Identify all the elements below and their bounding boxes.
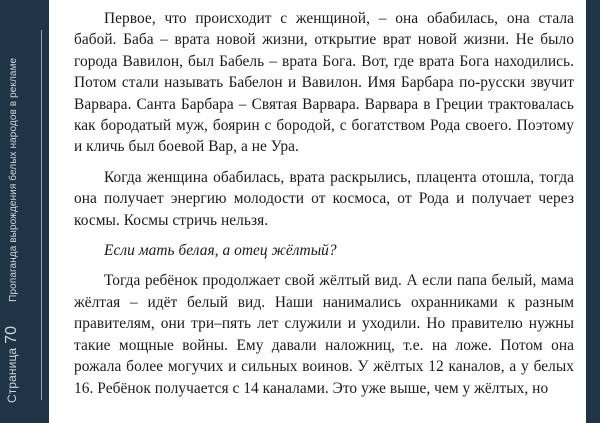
page-body	[49, 0, 586, 423]
page-margin	[0, 0, 42, 423]
margin-divider	[41, 30, 42, 400]
page-label: Страница	[5, 347, 19, 403]
paragraph-2: Когда женщина обабилась, врата раскрылись, плацента отошла, тогда она получает энергию молодости от космоса, от Рода и получает через космы. Космы стричь нельзя.	[74, 168, 574, 229]
paragraph-3: Тогда ребёнок продолжает свой жёлтый вид. А если папа белый, мама жёлтая – идёт белый вид. Наши нанимались охранниками к разным правителям, они три–пять лет служили и уходили. Но правителю нужны такие мощные войны. Ему давали наложниц, т.е. на ложе. Потом она рожала более могучих и сильных воинов. У жёлтых 12 каналов, а у белых 16. Ребёнок получается с 14 каналами. Это уже выше, чем у жёлтых, но	[74, 272, 574, 397]
running-header	[5, 13, 21, 403]
paragraph-1: Первое, что происходит с женщиной, – она обабилась, она стала бабой. Баба – врата новой жизни, открытие врат новой жизни. Не было города Вавилон, был Бабель – врата Бога. Вот, где врата Бога находились. Потом стали называть Бабелон и Вавилон. Имя Барбара по-русски звучит Варвара. Санта Барбара – Святая Варвара. Варвара в Греции трактовалась как бородатый муж, боярин с бородой, с богатством Рода своего. Поэтому и кличь был боевой Вар, а не Ура.	[74, 10, 574, 156]
running-title: Пропаганда вырождения белых народов в рекламе	[8, 57, 19, 302]
question-heading: Если мать белая, а отец жёлтый?	[104, 242, 337, 260]
page-number: 70	[3, 325, 20, 344]
